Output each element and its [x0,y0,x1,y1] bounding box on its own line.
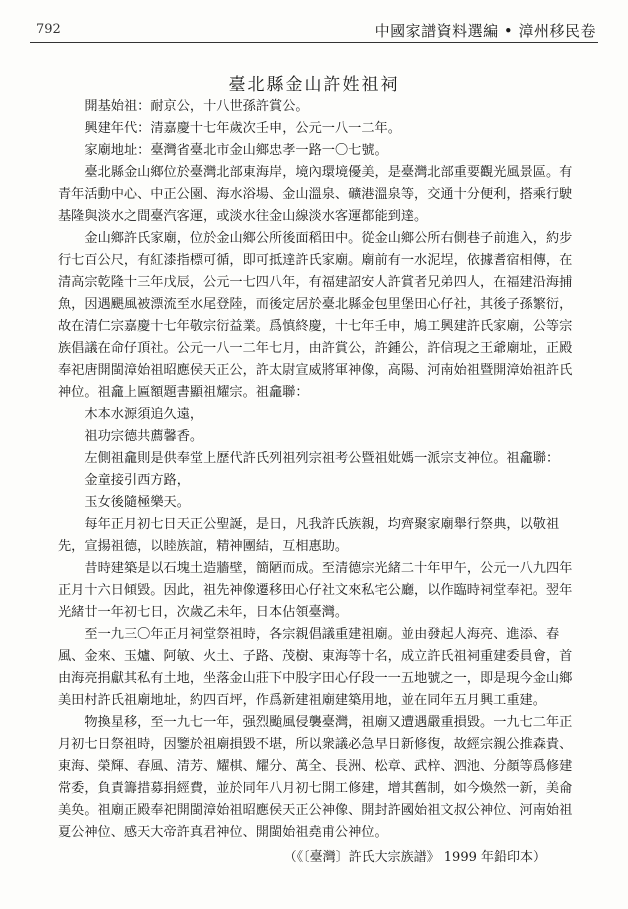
couplet-line: 玉女後隨極樂天。 [84,495,190,510]
article-body [58,96,583,844]
couplet-line: 金童接引西方路， [84,473,190,488]
couplet-line: 祖功宗德共薦馨香。 [84,429,204,444]
meta-address: 家廟地址：臺灣省臺北市金山鄉忠孝一路一〇七號。 [84,143,388,158]
paragraph: 金山鄉許氏家廟，位於金山鄉公所後面稻田中。從金山鄉公所右側巷子前進入，約步行七百公尺，有紅漆指標可循，即可抵達許氏家廟。廟前有一水泥埕，依據耆宿相傳，在清高宗乾隆十三年戊辰，公元一七四八年，有福建詔安人許賞者兄弟四人，在福建沿海捕魚，因遇颶風被漂流至水尾登陸，而後定居於臺北縣金包里堡田心仔社，其後子孫繁衍，故在清仁宗嘉慶十七年敬宗衍益業。爲慎終慶，十七年壬申，鳩工興建許氏家廟，公等宗族倡議在命仔頂社。公元一八一二年七月，由許賞公，許鍾公，許信現之王爺廟址，正殿奉祀唐開閩漳始祖昭應侯天正公，許太尉宣威將軍神像，高陽、河南始祖暨開漳始祖許氏神位。祖龕上匾額題書顯祖耀宗。祖龕聯： [58,231,573,400]
paragraph: 物換星移，至一九七一年，强烈颱風侵襲臺灣，祖廟又遭遇嚴重損毀。一九七二年正月初七日祭祖時，因鑒於祖廟損毀不堪，所以衆議必急早日新修復，故經宗親公推森貴、東海、榮輝、春風、清芳、耀棋、耀分、萬全、長洲、松章、武梓、泗池、分顏等爲修建常委，負責籌措募捐經費，並於同年八月初七開工修建，增其舊制，如今煥然一新，美侖美奂。祖廟正殿奉祀開閩漳始祖昭應侯天正公神像、開封許國始祖文叔公神位、河南始祖夏公神位、感天大帝許真君神位、開閩始祖堯甫公神位。 [58,715,573,840]
paragraph: 昔時建築是以石塊土造牆壁，簡陋而成。至清德宗光緒二十年甲午，公元一八九四年正月十六日傾毀。因此，祖先神像遷移田心仔社文來私宅公廳，以作臨時祠堂奉祀。翌年光緒廿一年初七日，次歲乙未年，日本佔領臺灣。 [58,561,573,620]
paragraph: 至一九三〇年正月祠堂祭祖時，各宗親倡議重建祖廟。並由發起人海亮、進添、春風、金來、玉爐、阿敏、火土、子路、茂樹、東海等十名，成立許氏祖祠重建委員會，首由海亮捐獻其私有土地，坐落金山莊下中股字田心仔段一一五地號之一，即是現今金山鄉美田村許氏祖廟地址，約四百坪，作爲新建祖廟建築用地，並在同年五月興工重建。 [58,627,573,708]
article-title: 臺北縣金山許姓祖祠 [228,75,400,95]
paragraph: 臺北縣金山鄉位於臺灣北部東海岸，境內環境優美，是臺灣北部重要觀光風景區。有青年活動中心、中正公園、海水浴場、金山溫泉、礦港溫泉等，交通十分便利，搭乘行駛基隆與淡水之間臺汽客運，或淡水往金山線淡水客運都能到達。 [58,165,573,224]
paragraph: 左側祖龕則是供奉堂上歷代許氏列祖列宗祖考公暨祖妣媽一派宗支神位。祖龕聯： [84,451,560,466]
page-number: 792 [36,22,61,37]
couplet-line: 木本水源須追久遠， [84,407,204,422]
source-citation: （《〔臺灣〕許氏大宗族譜》 1999 年鉛印本） [283,850,546,865]
page-header [30,18,598,43]
running-head: 中國家譜資料選編 • 漳州移民卷 [374,22,596,40]
meta-ancestor: 開基始祖：耐京公，十八世孫許賞公。 [84,99,309,114]
meta-built: 興建年代：清嘉慶十七年歲次壬申，公元一八一二年。 [84,121,401,136]
paragraph: 每年正月初七日天正公聖誕，是日，凡我許氏族親，均齊聚家廟舉行祭典，以敬祖先，宣揚祖德，以睦族誼，精神團結，互相惠助。 [58,517,560,554]
